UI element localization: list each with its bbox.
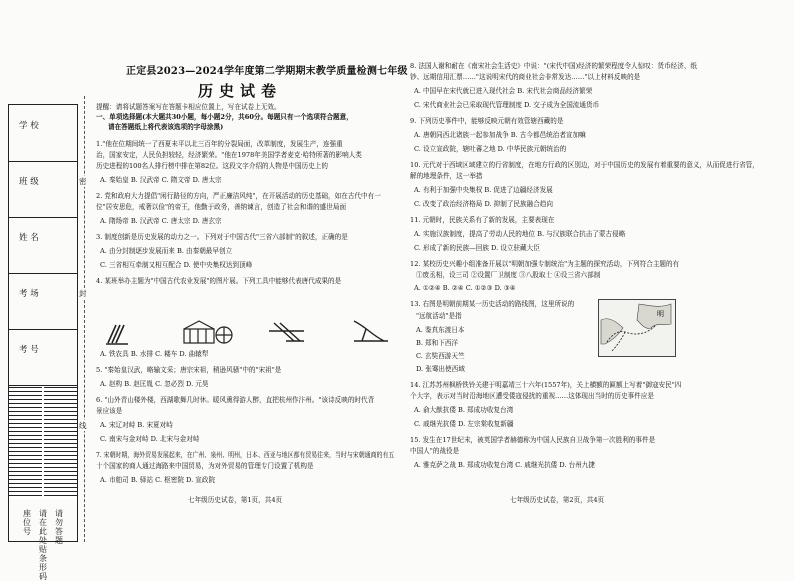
iron-tool-icon bbox=[106, 325, 128, 344]
q-line: 2. 党和政府大力提倡"闲行路径的方向，严正廉洁风纯"，在开展活动的历史基础，如在古代中有一 bbox=[96, 192, 381, 200]
q-line: 9. 下列历史事件中，能够反映元朝有效管辖西藏的是 bbox=[410, 117, 564, 125]
q-options: A. 铁农具 B. 水排 C. 耧车 D. 曲辕犁 bbox=[100, 350, 209, 358]
q-line: 10. 元代对于西域区域建立的行省制度，在地方行政的区别边，对于中国历史的发展有着重要的意义，从而促进行省管， bbox=[410, 161, 759, 169]
land-mass-west bbox=[601, 319, 623, 344]
q-line: 5. "秦始皇汉武，略输文采；唐宗宋祖，稍逊风骚"中的"宋祖"是 bbox=[96, 366, 282, 374]
q-line: ①废丞相，设三司 ②设置厂卫制度 ③八股取士 ④设三省六部制 bbox=[416, 271, 601, 279]
notice: 提醒：请将试题答案写在答题卡相应位置上，写在试卷上无效。 bbox=[96, 103, 281, 111]
q-line: 中国人"的战役是 bbox=[410, 447, 460, 455]
curved-plow-icon bbox=[354, 321, 388, 341]
subject-title: 历史试卷 bbox=[198, 82, 283, 100]
q-options: A. 俞大猷抗倭 B. 郑成功收复台湾 bbox=[414, 406, 514, 414]
q-options: A. 有利于加强中央集权 B. 促进了边疆经济发展 bbox=[414, 186, 553, 194]
q-option: B. 郑和下西洋 bbox=[416, 339, 459, 347]
water-bellows-icon bbox=[184, 321, 232, 343]
q-line: 治，国家安定，人民负担较轻，经济繁荣。"他在1978年美国学者麦克·哈特所著的影响人类 bbox=[96, 151, 362, 159]
q-options: A. 赵构 B. 赵匡胤 C. 忽必烈 D. 元昊 bbox=[100, 380, 209, 388]
q-line: 12. 某校历史兴趣小组准备开展以"明朝加强专制统治"为主题的探究活动，下列符合主题的有 bbox=[410, 260, 680, 268]
name-field[interactable] bbox=[9, 217, 77, 274]
farm-tools-illustration bbox=[104, 317, 394, 347]
route-map-svg bbox=[599, 300, 675, 356]
q-line: 14. 江苏苏州枫桥铁铃关建于明嘉靖三十六年(1557年)，关上横额的匾额上写着"御寇安民"四 bbox=[410, 381, 682, 389]
q-option: D. 张骞出使西域 bbox=[416, 365, 465, 373]
note-barcode: 请在此处贴条形码 bbox=[39, 509, 47, 581]
q-line: 钞、远期信用汇票……"这说明宋代的商业社会非常发达……"以上材料反映的是 bbox=[410, 73, 641, 81]
q-option: C. 玄奘西游天竺 bbox=[416, 352, 465, 360]
room-field[interactable] bbox=[9, 273, 77, 330]
q-line: 8. 法国人谢和耐在《南宋社会生活史》中说："(宋代中国)经济的繁荣程度令人惊叹：货币经济、纸 bbox=[410, 62, 697, 70]
q-line: 6. "山外青山楼外楼，西湖歌舞几时休。暖风熏得游人醉，直把杭州作汴州。"该诗反映的时代背 bbox=[96, 396, 375, 404]
q-options: A. 市舶司 B. 驿站 C. 枢密院 D. 宣政院 bbox=[100, 476, 216, 484]
seal-mark-2: 封 bbox=[79, 289, 87, 298]
class-label: 班 级 bbox=[19, 177, 39, 187]
q-options: A. 由分封制逐步发展而来 B. 由秦朝最早创立 bbox=[100, 247, 233, 255]
seal-line bbox=[84, 96, 85, 542]
binding-strip bbox=[8, 104, 78, 581]
q-options: C. 南宋与金对峙 D. 北宋与金对峙 bbox=[100, 435, 200, 443]
q-line: 个大字，表示对当时沿海地区遭受倭寇侵扰的重视……这体现出当时的历史事件应是 bbox=[410, 392, 654, 400]
class-field[interactable] bbox=[9, 161, 77, 218]
q-line: 7. 宋朝时期，海外贸易发展起来，在广州、泉州、明州，日本、西亚与地区都有贸易往来，当时与宋朝通商的有五 bbox=[96, 451, 395, 459]
section-heading-2: 请在答题纸上将代表该选项的字母涂黑) bbox=[108, 123, 224, 131]
exam-title: 正定县2023—2024学年度第二学期期末教学质量检测七年级 bbox=[126, 66, 408, 77]
q-options: C. 设立宣政院，辖吐蕃之地 D. 中华民族元朝统治的 bbox=[414, 145, 567, 153]
number-field[interactable] bbox=[9, 329, 77, 386]
note-seat: 座位号 bbox=[23, 509, 31, 536]
q-options: C. 改变了政治经济格局 D. 抑制了民族融合趋向 bbox=[414, 200, 554, 208]
seed-drill-icon bbox=[269, 323, 304, 341]
q-line: 13. 右图是明朝前期某一历史活动的路线图，这里所说的 bbox=[410, 300, 575, 308]
q-options: A. 中国早在宋代就已进入现代社会 B. 宋代社会商品经济繁荣 bbox=[414, 87, 593, 95]
note-no-answer: 请勿答题 bbox=[55, 509, 63, 545]
q-options: A. 实施汉族制度，提高了劳动人民的地位 B. 与汉族联合抗击了蒙古侵略 bbox=[414, 230, 626, 238]
footer-left: 七年级历史试卷，第1页，共4页 bbox=[188, 496, 283, 504]
q-options: C. 三省相互牵制又相互配合 D. 使中央集权达到顶峰 bbox=[100, 261, 253, 269]
land-mass-east bbox=[637, 304, 671, 328]
q-options: A. 宋辽对峙 B. 宋夏对峙 bbox=[100, 421, 173, 429]
q-option: A. 鉴真东渡日本 bbox=[416, 326, 465, 334]
q-options: A. 唐朝同西北诸族一起参加战争 B. 古今都邑统治者宣加嘛 bbox=[414, 131, 586, 139]
q-line: 15. 发生在17世纪末，被英国学者赫德称为中国人民族自卫战争第一次胜利的事件是 bbox=[410, 436, 656, 444]
voyage-route-map bbox=[598, 299, 676, 357]
line-mark: 线 bbox=[79, 421, 87, 430]
seal-mark: 密 bbox=[79, 177, 87, 186]
q-options: C. 宋代商业社会已采取现代管理制度 D. 交子成为全国流通货币 bbox=[414, 101, 600, 109]
q-options: A. ①②④ B. ②④ C. ①②③ D. ③④ bbox=[414, 284, 516, 292]
school-label: 学 校 bbox=[19, 121, 39, 131]
school-field[interactable] bbox=[9, 105, 77, 162]
q-options: A. 雅克萨之战 B. 郑成功收复台湾 C. 戚继光抗倭 D. 台州九捷 bbox=[414, 461, 595, 469]
q-options: A. 秦始皇 B. 汉武帝 C. 隋文帝 D. 唐太宗 bbox=[100, 176, 222, 184]
q-line: 十个国家的商人通过海路来中国贸易，为对外贸易的管理专门设置了机构是 bbox=[96, 462, 314, 470]
q-line: "远航活动"是指 bbox=[416, 312, 462, 320]
q-options: C. 形成了新的民族—回族 D. 设立驻藏大臣 bbox=[414, 244, 540, 252]
q-line: 解的地理条件，这一举措 bbox=[410, 172, 483, 180]
name-label: 姓 名 bbox=[19, 233, 39, 243]
q-line: 4. 某班举办主题为"中国古代农业发展"的图片展。下列工具中能够代表唐代成果的是 bbox=[96, 277, 342, 285]
q-options: A. 隋炀帝 B. 汉武帝 C. 唐太宗 D. 唐玄宗 bbox=[100, 217, 222, 225]
q-line: 1."他在位期间统一了西夏未平以北三百年的分裂局面，改革制度，发展生产，连强重 bbox=[96, 140, 343, 148]
q-line: 3. 制度创新是历史发展的动力之一。下列对于中国古代"三省六部制"的叙述，正确的是 bbox=[96, 233, 348, 241]
q-options: C. 戚继光抗倭 D. 左宗棠收复新疆 bbox=[414, 420, 514, 428]
q-line: 位"居安思危，戒奢以俭"的帝王，他勤于政务，善纳谏言，创造了社会和谐的盛世局面 bbox=[96, 203, 347, 211]
section-heading: 一、单项选择题(本大题共30小题，每小题2分，共60分。每题只有一个选项符合题意， bbox=[96, 113, 353, 121]
number-label: 考 号 bbox=[19, 345, 39, 355]
q-line: 景应该是 bbox=[96, 407, 123, 415]
map-label: 明 bbox=[657, 310, 664, 318]
hatch-divider bbox=[42, 387, 44, 499]
footer-right: 七年级历史试卷，第2页，共4页 bbox=[510, 496, 605, 504]
q-line: 11. 元朝时，民族关系有了新的发展，主要表现在 bbox=[410, 216, 555, 224]
q-line: 历史进程的100名人排行榜中排在第82位。这段文字介绍的人物是中国历史上的 bbox=[96, 162, 328, 170]
room-label: 考 场 bbox=[19, 289, 39, 299]
